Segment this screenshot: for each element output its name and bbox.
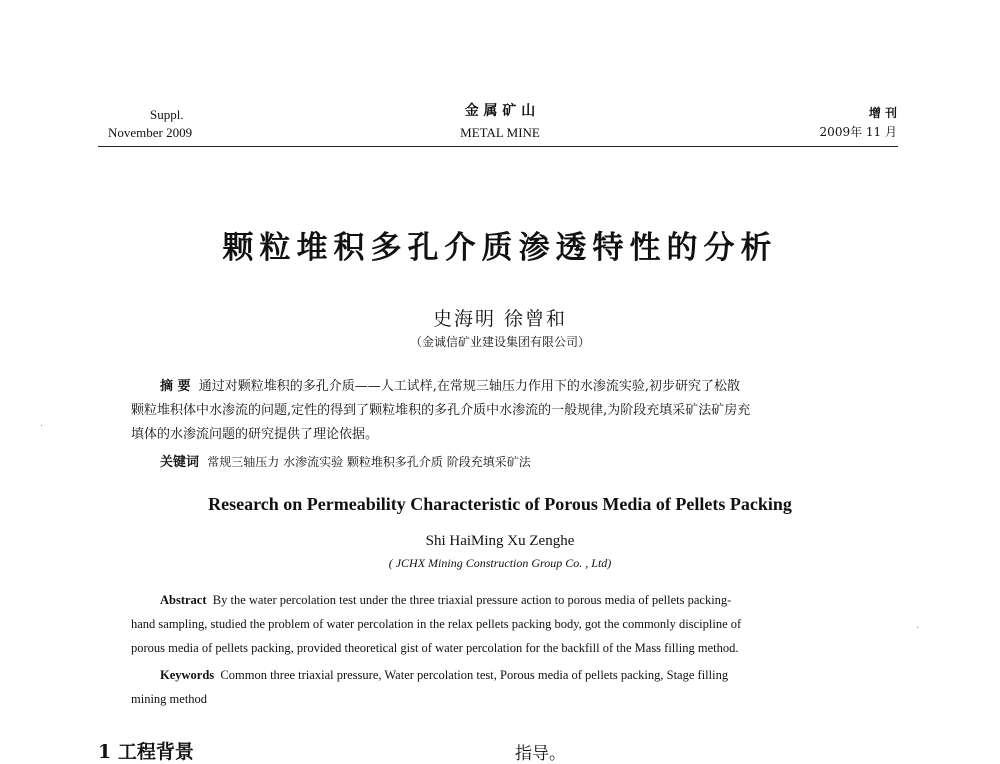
abstract-cn-line-1 — [160, 376, 880, 398]
header-suppl-cn: 增 刊 — [868, 106, 897, 120]
header-suppl: Suppl. — [150, 107, 184, 122]
abstract-en-label: Abstract — [160, 593, 207, 607]
scan-mark-right: · — [916, 623, 920, 634]
abstract-cn-line-2: 颗粒堆积体中水渗流的问题,定性的得到了颗粒堆积的多孔介质中水渗流的一般规律,为阶段充填采矿法矿房充 — [131, 403, 751, 418]
header-date-en: November 2009 — [108, 125, 193, 140]
abstract-en-text-1: By the water percolation test under the three triaxial pressure action to porous media of pellets packing- — [212, 593, 732, 607]
keywords-en-label: Keywords — [160, 668, 215, 682]
title-en: Research on Permeability Characteristic of Porous Media of Pellets Packing — [208, 494, 792, 514]
keywords-en-text-1: Common three triaxial pressure, Water percolation test, Porous media of pellets packing, Stage filling — [220, 668, 729, 682]
keywords-en-line-2: mining method — [131, 692, 208, 706]
authors-en: Shi HaiMing Xu Zenghe — [425, 533, 575, 549]
header-rule — [98, 146, 898, 147]
affiliation-cn: （金诚信矿业建设集团有限公司） — [409, 335, 590, 349]
abstract-en-line-2: hand sampling, studied the problem of water percolation in the relax pellets packing body, got the commonly discipline of — [131, 617, 742, 631]
page-title: 颗粒堆积多孔介质渗透特性的分析 — [222, 230, 778, 266]
header-date-cn: 2009年 11 月 — [819, 125, 897, 139]
keywords-cn-label: 关键词 — [160, 455, 200, 470]
abstract-cn-text-1: 通过对颗粒堆积的多孔介质——人工试样,在常规三轴压力作用下的水渗流实验,初步研究了松散 — [198, 379, 741, 394]
abstract-cn-line-3: 填体的水渗流问题的研究提供了理论依据。 — [131, 427, 379, 442]
affiliation-en: ( JCHX Mining Construction Group Co. , Ltd) — [388, 556, 612, 570]
keywords-cn-text: 常规三轴压力 水渗流实验 颗粒堆积多孔介质 阶段充填采矿法 — [207, 455, 531, 469]
keywords-en-line-1 — [160, 664, 865, 686]
right-column-text: 指导。 — [515, 744, 566, 764]
abstract-en-line-3: porous media of pellets packing, provided theoretical gist of water percolation for the backfill of the Mass filling method. — [131, 641, 739, 655]
section-1-heading: 1 工程背景 — [98, 741, 194, 763]
journal-name-en: METAL MINE — [460, 125, 540, 140]
keywords-cn — [160, 451, 880, 474]
abstract-en-line-1 — [160, 589, 865, 611]
journal-name-cn: 金 属 矿 山 — [464, 103, 536, 119]
authors-cn: 史海明 徐曾和 — [432, 308, 568, 330]
scan-mark-left: · — [40, 421, 44, 432]
abstract-cn-label: 摘 要 — [160, 379, 191, 394]
